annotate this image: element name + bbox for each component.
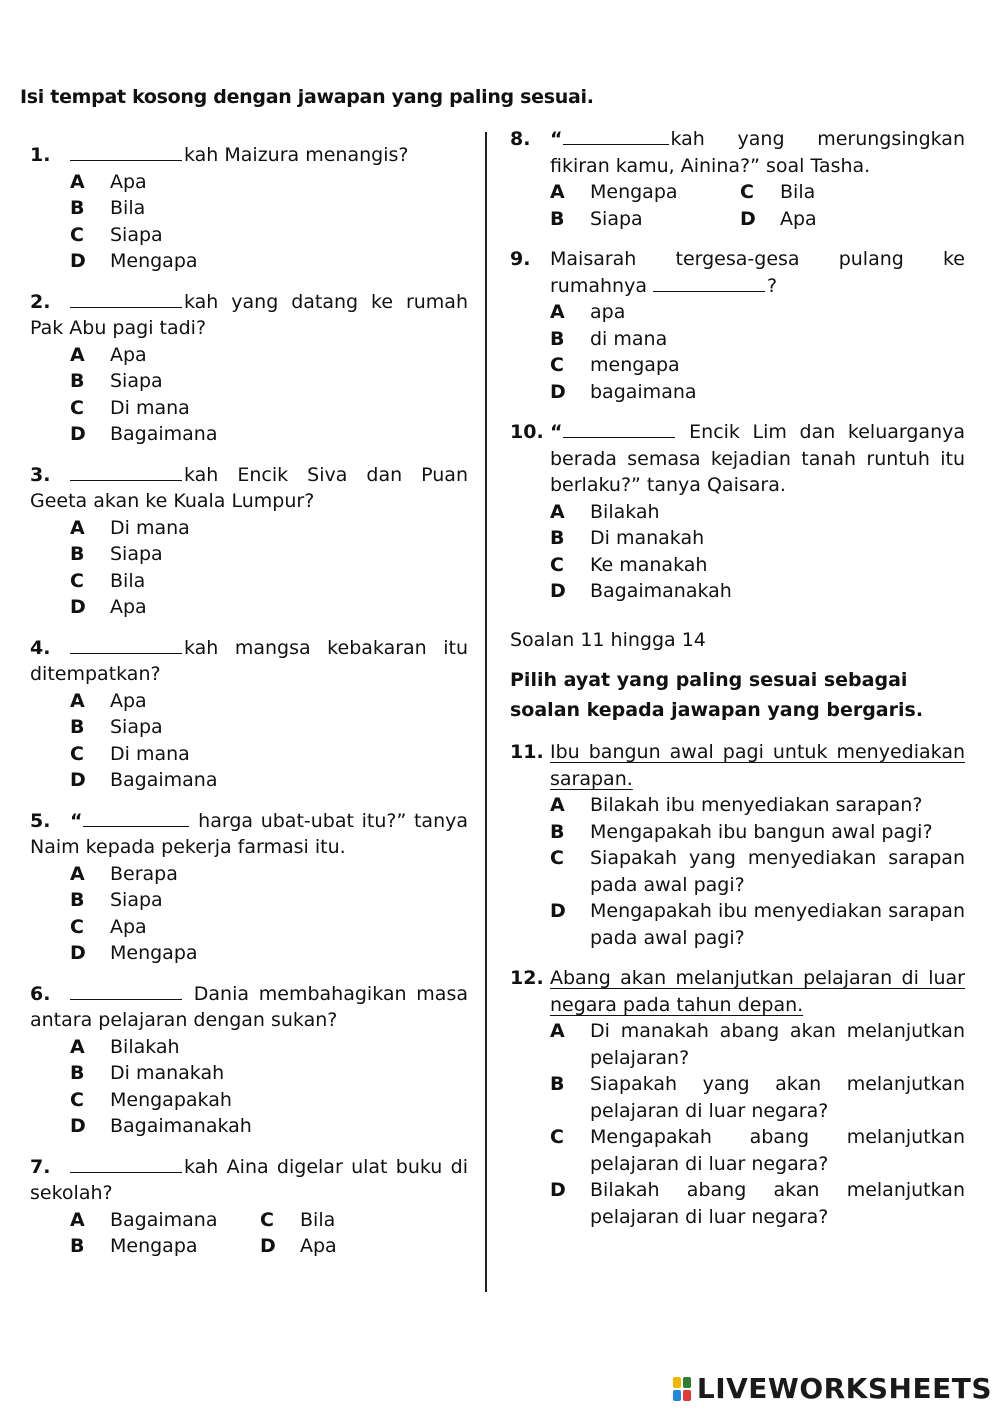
option-b[interactable]: B Siapa bbox=[70, 889, 163, 911]
question-text: kah yang merungsingkan fikiran kamu, Ainina?” soal Tasha. bbox=[550, 128, 965, 177]
worksheet-instruction: Isi tempat kosong dengan jawapan yang paling sesuai. bbox=[20, 86, 594, 108]
question-7 bbox=[30, 1154, 468, 1260]
option-b[interactable]: B Di manakah bbox=[70, 1062, 225, 1084]
question-number: 2. bbox=[30, 290, 51, 313]
option-a[interactable]: A Apa bbox=[70, 343, 147, 366]
option-a[interactable]: A Bilakah bbox=[70, 1035, 180, 1058]
question-11 bbox=[510, 739, 965, 951]
option-b[interactable]: B di mana bbox=[550, 327, 668, 350]
left-column bbox=[30, 142, 468, 1260]
option-d[interactable]: D bagaimana bbox=[550, 380, 697, 403]
option-a[interactable]: A Bagaimana bbox=[70, 1208, 218, 1231]
option-d[interactable]: D Bagaimana bbox=[70, 423, 218, 445]
question-12 bbox=[510, 965, 965, 1230]
option-b[interactable]: B Mengapa bbox=[70, 1235, 198, 1257]
option-a[interactable]: A Mengapa bbox=[550, 181, 678, 203]
question-number: 12. bbox=[510, 967, 544, 989]
option-c[interactable]: C Mengapakah bbox=[70, 1088, 232, 1111]
answer-blank[interactable] bbox=[70, 637, 182, 654]
option-b[interactable]: B Mengapakah ibu bangun awal pagi? bbox=[550, 820, 933, 843]
answer-blank[interactable] bbox=[70, 1156, 182, 1173]
answer-blank[interactable] bbox=[83, 810, 189, 827]
option-c[interactable]: C Apa bbox=[70, 915, 147, 938]
option-c[interactable]: C Bila bbox=[740, 181, 816, 203]
option-d[interactable]: D Apa bbox=[260, 1235, 337, 1257]
option-b[interactable]: B Bila bbox=[70, 197, 146, 219]
option-a[interactable]: A Bilakah ibu menyediakan sarapan? bbox=[550, 794, 923, 816]
option-a[interactable]: A Berapa bbox=[70, 862, 178, 885]
liveworksheets-logo[interactable] bbox=[673, 1372, 992, 1405]
right-column bbox=[510, 126, 965, 1230]
question-4 bbox=[30, 635, 468, 794]
answer-blank[interactable] bbox=[70, 144, 182, 161]
answer-blank[interactable] bbox=[563, 128, 669, 145]
option-c[interactable]: C Mengapakah abang melanjutkan pelajaran di luar negara? bbox=[550, 1126, 965, 1175]
question-3 bbox=[30, 462, 468, 621]
question-2 bbox=[30, 289, 468, 448]
question-text: Encik Lim dan keluarganya berada semasa kejadian tanah runtuh itu berlaku?” tanya Qaisara. bbox=[550, 421, 965, 496]
option-a[interactable]: A Bilakah bbox=[550, 500, 660, 523]
question-text: kah mangsa kebakaran itu ditempatkan? bbox=[30, 636, 468, 685]
option-b[interactable]: B Di manakah bbox=[550, 527, 705, 549]
option-b[interactable]: B Siapa bbox=[70, 716, 163, 738]
question-number: 3. bbox=[30, 463, 51, 486]
option-d[interactable]: D Mengapa bbox=[70, 942, 198, 964]
option-d[interactable]: D Bagaimanakah bbox=[70, 1115, 252, 1137]
option-b[interactable]: B Siapakah yang akan melanjutkan pelajaran di luar negara? bbox=[550, 1073, 965, 1122]
question-text: kah Aina digelar ulat buku di sekolah? bbox=[30, 1155, 468, 1204]
option-d[interactable]: D Mengapa bbox=[70, 250, 198, 272]
question-text: Maisarah tergesa-gesa pulang ke rumahnya bbox=[550, 248, 965, 297]
liveworksheets-icon bbox=[673, 1377, 691, 1401]
answer-blank[interactable] bbox=[653, 275, 765, 292]
answer-blank[interactable] bbox=[70, 464, 182, 481]
question-number: 9. bbox=[510, 248, 531, 270]
option-c[interactable]: C Di mana bbox=[70, 742, 190, 765]
option-a[interactable]: A apa bbox=[550, 301, 626, 323]
question-number: 1. bbox=[30, 144, 51, 166]
question-5 bbox=[30, 808, 468, 967]
option-a[interactable]: A Apa bbox=[70, 689, 147, 712]
open-quote: “ bbox=[550, 128, 563, 150]
question-6 bbox=[30, 981, 468, 1140]
section-title: Soalan 11 hingga 14 bbox=[510, 628, 706, 651]
option-a[interactable]: A Apa bbox=[70, 170, 147, 193]
option-a[interactable]: A Di manakah abang akan melanjutkan pelajaran? bbox=[550, 1020, 965, 1069]
question-number: 10. bbox=[510, 421, 544, 443]
option-d[interactable]: D Apa bbox=[740, 207, 817, 230]
option-d[interactable]: D Bagaimana bbox=[70, 769, 218, 791]
option-c[interactable]: C Siapakah yang menyediakan sarapan pada awal pagi? bbox=[550, 847, 965, 896]
answer-blank[interactable] bbox=[70, 291, 182, 308]
question-9: 9. Maisarah tergesa-gesa pulang ke rumahnya ? A apa B di mana C mengapa D bagaimana bbox=[510, 246, 965, 405]
option-d[interactable]: D Bagaimanakah bbox=[550, 580, 732, 602]
question-text: Ibu bangun awal pagi untuk menyediakan sarapan. bbox=[550, 741, 965, 790]
open-quote: “ bbox=[550, 421, 563, 443]
column-divider bbox=[485, 132, 487, 1292]
option-b[interactable]: B Siapa bbox=[70, 370, 163, 392]
option-c[interactable]: C Bila bbox=[260, 1208, 336, 1231]
option-c[interactable]: C Ke manakah bbox=[550, 553, 708, 576]
option-c[interactable]: C mengapa bbox=[550, 354, 680, 376]
brand-name: LIVEWORKSHEETS bbox=[696, 1372, 992, 1405]
answer-blank[interactable] bbox=[70, 983, 182, 1000]
option-c[interactable]: C Di mana bbox=[70, 396, 190, 419]
question-text: kah yang datang ke rumah Pak Abu pagi tadi? bbox=[30, 290, 468, 339]
open-quote: “ bbox=[70, 809, 83, 832]
option-b[interactable]: B Siapa bbox=[70, 543, 163, 565]
question-8 bbox=[510, 126, 965, 232]
question-number: 8. bbox=[510, 128, 531, 150]
question-text: Dania membahagikan masa antara pelajaran dengan sukan? bbox=[30, 982, 468, 1031]
question-number: 5. bbox=[30, 809, 51, 832]
question-text: Abang akan melanjutkan pelajaran di luar negara pada tahun depan. bbox=[550, 967, 965, 1016]
question-10 bbox=[510, 419, 965, 605]
option-d[interactable]: D Mengapakah ibu menyediakan sarapan pada awal pagi? bbox=[550, 900, 965, 949]
answer-blank[interactable] bbox=[563, 421, 675, 438]
question-text: harga ubat-ubat itu?” tanya Naim kepada pekerja farmasi itu. bbox=[30, 809, 468, 858]
question-number: 7. bbox=[30, 1155, 51, 1178]
option-d[interactable]: D Bilakah abang akan melanjutkan pelajaran di luar negara? bbox=[550, 1179, 965, 1228]
question-1 bbox=[30, 142, 468, 275]
option-a[interactable]: A Di mana bbox=[70, 516, 190, 539]
question-number: 6. bbox=[30, 982, 51, 1005]
question-text: kah Encik Siva dan Puan Geeta akan ke Kuala Lumpur? bbox=[30, 463, 468, 512]
option-b[interactable]: B Siapa bbox=[550, 207, 643, 230]
option-c[interactable]: C Siapa bbox=[70, 223, 163, 246]
section-instruction: Pilih ayat yang paling sesuai sebagai soalan kepada jawapan yang bergaris. bbox=[510, 669, 924, 721]
question-text: kah Maizura menangis? bbox=[184, 144, 409, 166]
option-d[interactable]: D Apa bbox=[70, 596, 147, 618]
question-number: 11. bbox=[510, 741, 544, 763]
option-c[interactable]: C Bila bbox=[70, 569, 146, 592]
question-number: 4. bbox=[30, 636, 51, 659]
